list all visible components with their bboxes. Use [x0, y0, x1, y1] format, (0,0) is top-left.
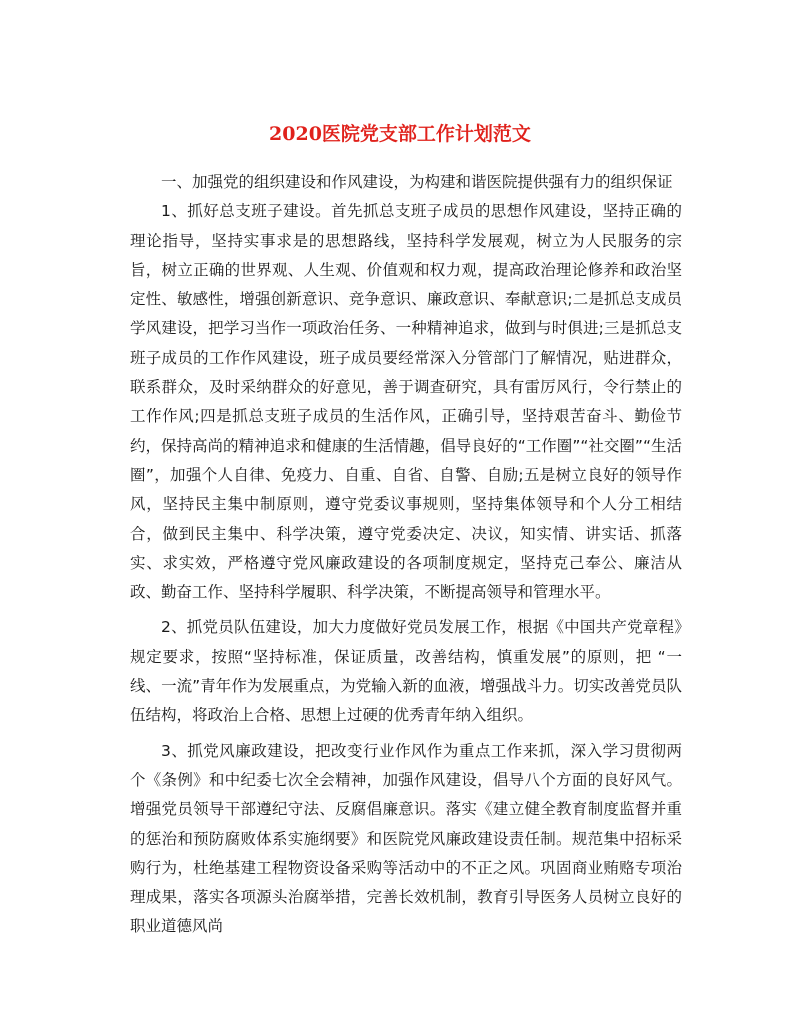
document-title: 2020医院党支部工作计划范文 [269, 122, 531, 145]
paragraph-1-leadership-building: 1、抓好总支班子建设。首先抓总支班子成员的思想作风建设，坚持正确的理论指导，坚持实事求是的思想路线，坚持科学发展观，树立为人民服务的宗旨，树立正确的世界观、人生观、价值观和权力观，提高政治理论修养和政治坚定性、敏感性，增强创新意识、竞争意识、廉政意识、奉献意识;二是抓总支成员学风建设，把学习当作一项政治任务、一种精神追求，做到与时俱进;三是抓总支班子成员的工作作风建设，班子成员要经常深入分管部门了解情况，贴进群众，联系群众，及时采纳群众的好意见，善于调查研究，具有雷厉风行，令行禁止的工作作风;四是抓总支班子成员的生活作风，正确引导，坚持艰苦奋斗、勤俭节约，保持高尚的精神追求和健康的生活情趣，倡导良好的“工作圈”“社交圈”“生活圈”，加强个人自律、免疫力、自重、自省、自警、自励;五是树立良好的领导作风，坚持民主集中制原则，遵守党委议事规则，坚持集体领导和个人分工相结合，做到民主集中、科学决策，遵守党委决定、决议，知实情、讲实话、抓落实、求实效，严格遵守党风廉政建设的各项制度规定，坚持克己奉公、廉洁从政、勤奋工作、坚持科学履职、科学决策，不断提高领导和管理水平。 [130, 202, 682, 602]
document-body [130, 168, 682, 942]
paragraph-3-integrity-building: 3、抓党风廉政建设，把改变行业作风作为重点工作来抓，深入学习贯彻两个《条例》和中纪委七次全会精神，加强作风建设，倡导八个方面的良好风气。增强党员领导干部遵纪守法、反腐倡廉意识。落实《建立健全教育制度监督并重的惩治和预防腐败体系实施纲要》和医院党风廉政建设责任制。规范集中招标采购行为，杜绝基建工程物资设备采购等活动中的不正之风。巩固商业贿赂专项治理成果，落实各项源头治腐举措，完善长效机制，教育引导医务人员树立良好的职业道德风尚 [130, 741, 682, 936]
paragraph-2-member-building: 2、抓党员队伍建设，加大力度做好党员发展工作，根据《中国共产党章程》规定要求，按照“坚持标准，保证质量，改善结构，慎重发展”的原则，把 “一线、一流”青年作为发展重点，为党输入新的血液，增强战斗力。切实改善党员队伍结构，将政治上合格、思想上过硬的优秀青年纳入组织。 [130, 618, 682, 725]
section-heading-paragraph: 一、加强党的组织建设和作风建设，为构建和谐医院提供强有力的组织保证 [161, 173, 673, 191]
